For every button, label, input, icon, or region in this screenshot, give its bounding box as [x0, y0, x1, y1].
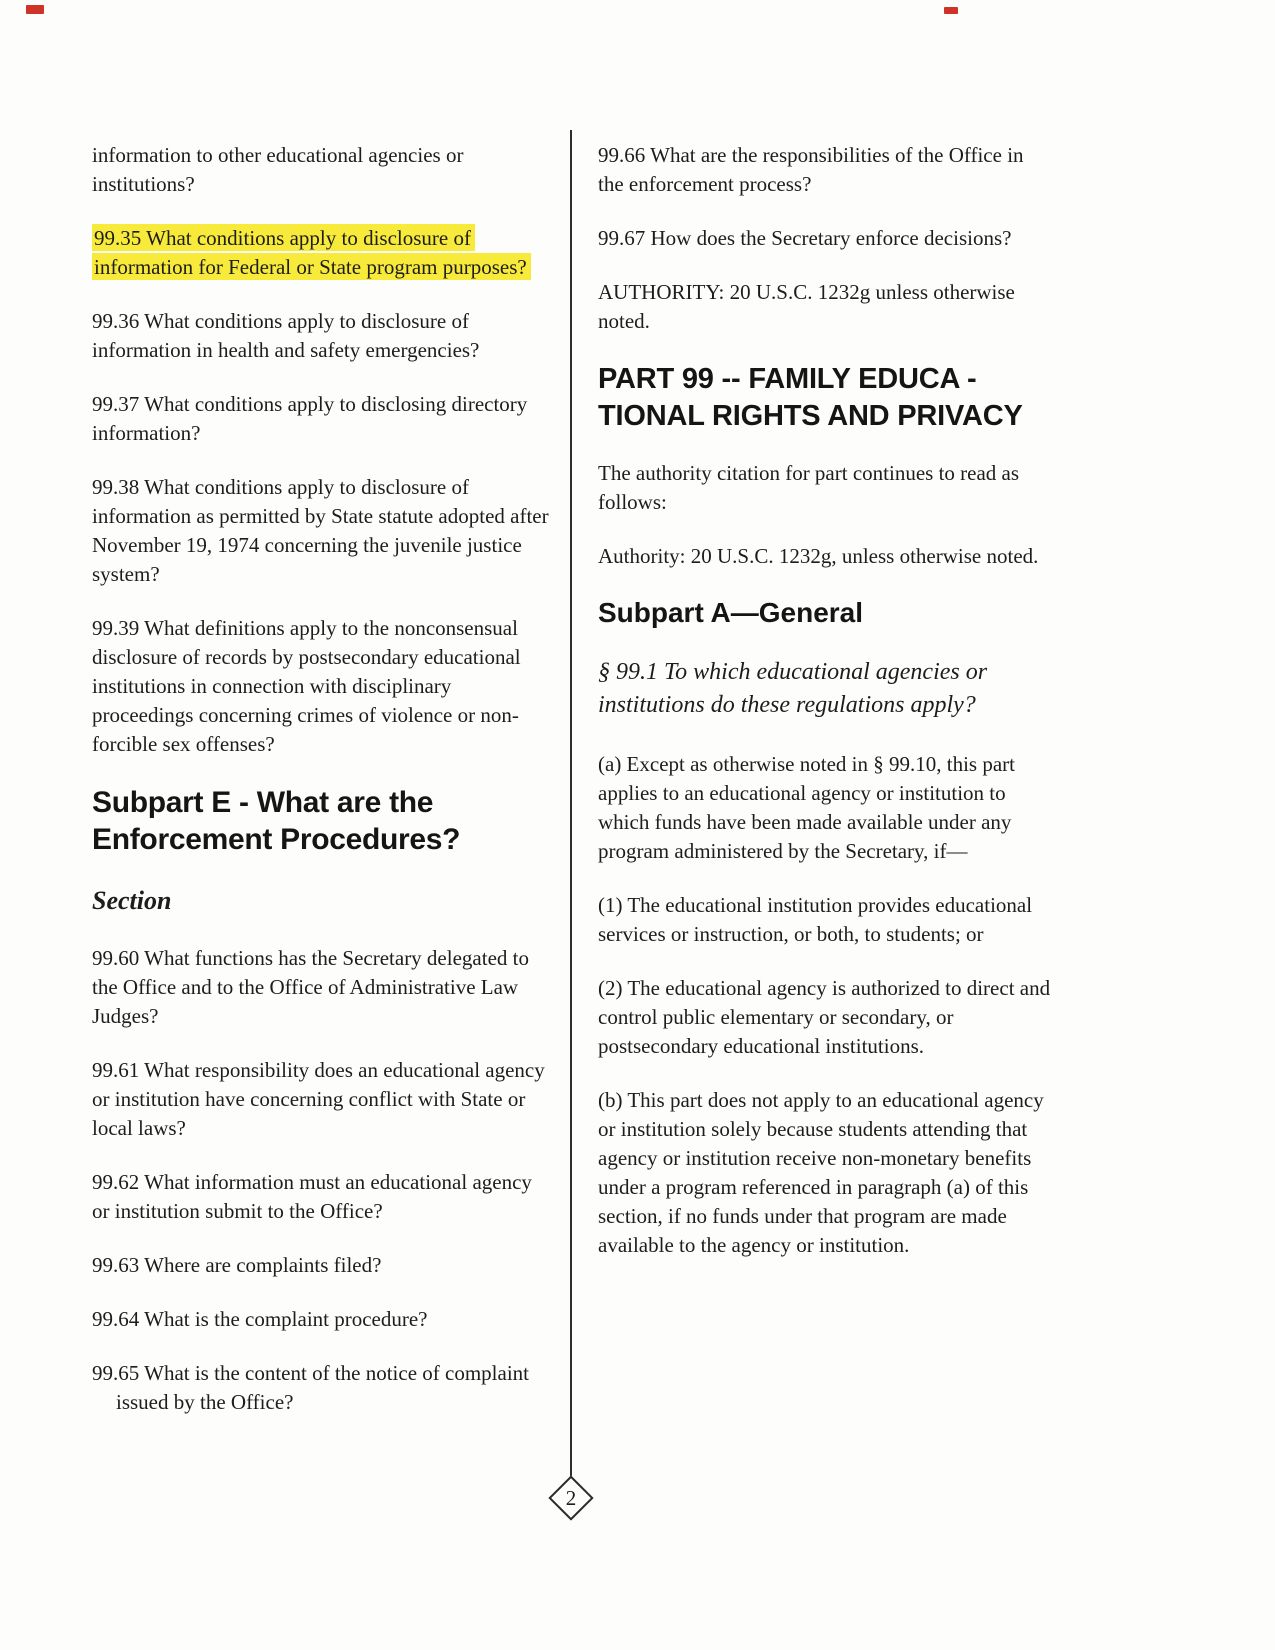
toc-item-99-64: 99.64 What is the complaint procedure? [92, 1307, 428, 1331]
subpart-e-heading: Subpart E - What are the Enforcement Procedures? [92, 786, 461, 856]
toc-item-99-63: 99.63 Where are complaints filed? [92, 1253, 382, 1277]
toc-item-99-67: 99.67 How does the Secretary enforce decisions? [598, 226, 1012, 250]
left-column [92, 141, 554, 1442]
part-99-heading-line2: TIONAL RIGHTS AND PRIVACY [598, 400, 1023, 432]
authority-intro: The authority citation for part continues to read as follows: [598, 461, 1020, 514]
page-number-badge [552, 1479, 590, 1517]
toc-item-99-65: 99.65 What is the content of the notice of complaint issued by the Office? [92, 1361, 530, 1414]
column-divider [570, 130, 572, 1477]
scan-artifact [26, 5, 44, 14]
section-label: Section [92, 886, 172, 915]
highlighted-question: 99.35 What conditions apply to disclosure of information for Federal or State program purposes? [92, 224, 531, 280]
scan-artifact [944, 7, 958, 14]
paragraph-b: (b) This part does not apply to an educational agency or institution solely because students attending that agency or institution receive non-monetary benefits under a program referenced in paragraph (a) of this section, if no funds under that program are made available to the agency or institution. [598, 1088, 1044, 1257]
authority-note: AUTHORITY: 20 U.S.C. 1232g unless otherwise noted. [598, 280, 1015, 333]
paragraph-a: (a) Except as otherwise noted in § 99.10, this part applies to an educational agency or institution to which funds have been made available under any program administered by the Secretary, if— [598, 752, 1015, 863]
toc-item-99-36: 99.36 What conditions apply to disclosure of information in health and safety emergencies? [92, 309, 480, 362]
regulation-99-1-heading: § 99.1 To which educational agencies or institutions do these regulations apply? [598, 659, 988, 718]
authority-citation: Authority: 20 U.S.C. 1232g, unless otherwise noted. [598, 544, 1039, 568]
paragraph-a-2: (2) The educational agency is authorized to direct and control public elementary or secondary, or postsecondary educational institutions. [598, 976, 1051, 1058]
paragraph-a-1: (1) The educational institution provides educational services or instruction, or both, to students; or [598, 893, 1033, 946]
toc-item-99-37: 99.37 What conditions apply to disclosing directory information? [92, 392, 528, 445]
toc-item-99-60: 99.60 What functions has the Secretary delegated to the Office and to the Office of Administrative Law Judges? [92, 946, 529, 1028]
toc-item-99-61: 99.61 What responsibility does an educational agency or institution have concerning conflict with State or local laws? [92, 1058, 545, 1140]
toc-item-99-62: 99.62 What information must an educational agency or institution submit to the Office? [92, 1170, 532, 1223]
page-number: 2 [565, 1485, 577, 1510]
part-99-heading-line1: PART 99 -- FAMILY EDUCA - [598, 363, 977, 395]
right-column [598, 141, 1054, 1285]
toc-item-99-39: 99.39 What definitions apply to the nonconsensual disclosure of records by postsecondary educational institutions in connection with disciplinary proceedings concerning crimes of violence or non-forcible sex offenses? [92, 616, 521, 756]
part-99-heading [598, 361, 1054, 435]
toc-item-99-38: 99.38 What conditions apply to disclosure of information as permitted by State statute adopted after November 19, 1974 concerning the juvenile justice system? [92, 475, 549, 586]
subpart-a-heading: Subpart A—General [598, 597, 864, 628]
toc-item-99-35 [92, 224, 554, 282]
toc-item-99-66: 99.66 What are the responsibilities of the Office in the enforcement process? [598, 143, 1024, 196]
continuation-text: information to other educational agencies or institutions? [92, 143, 464, 196]
